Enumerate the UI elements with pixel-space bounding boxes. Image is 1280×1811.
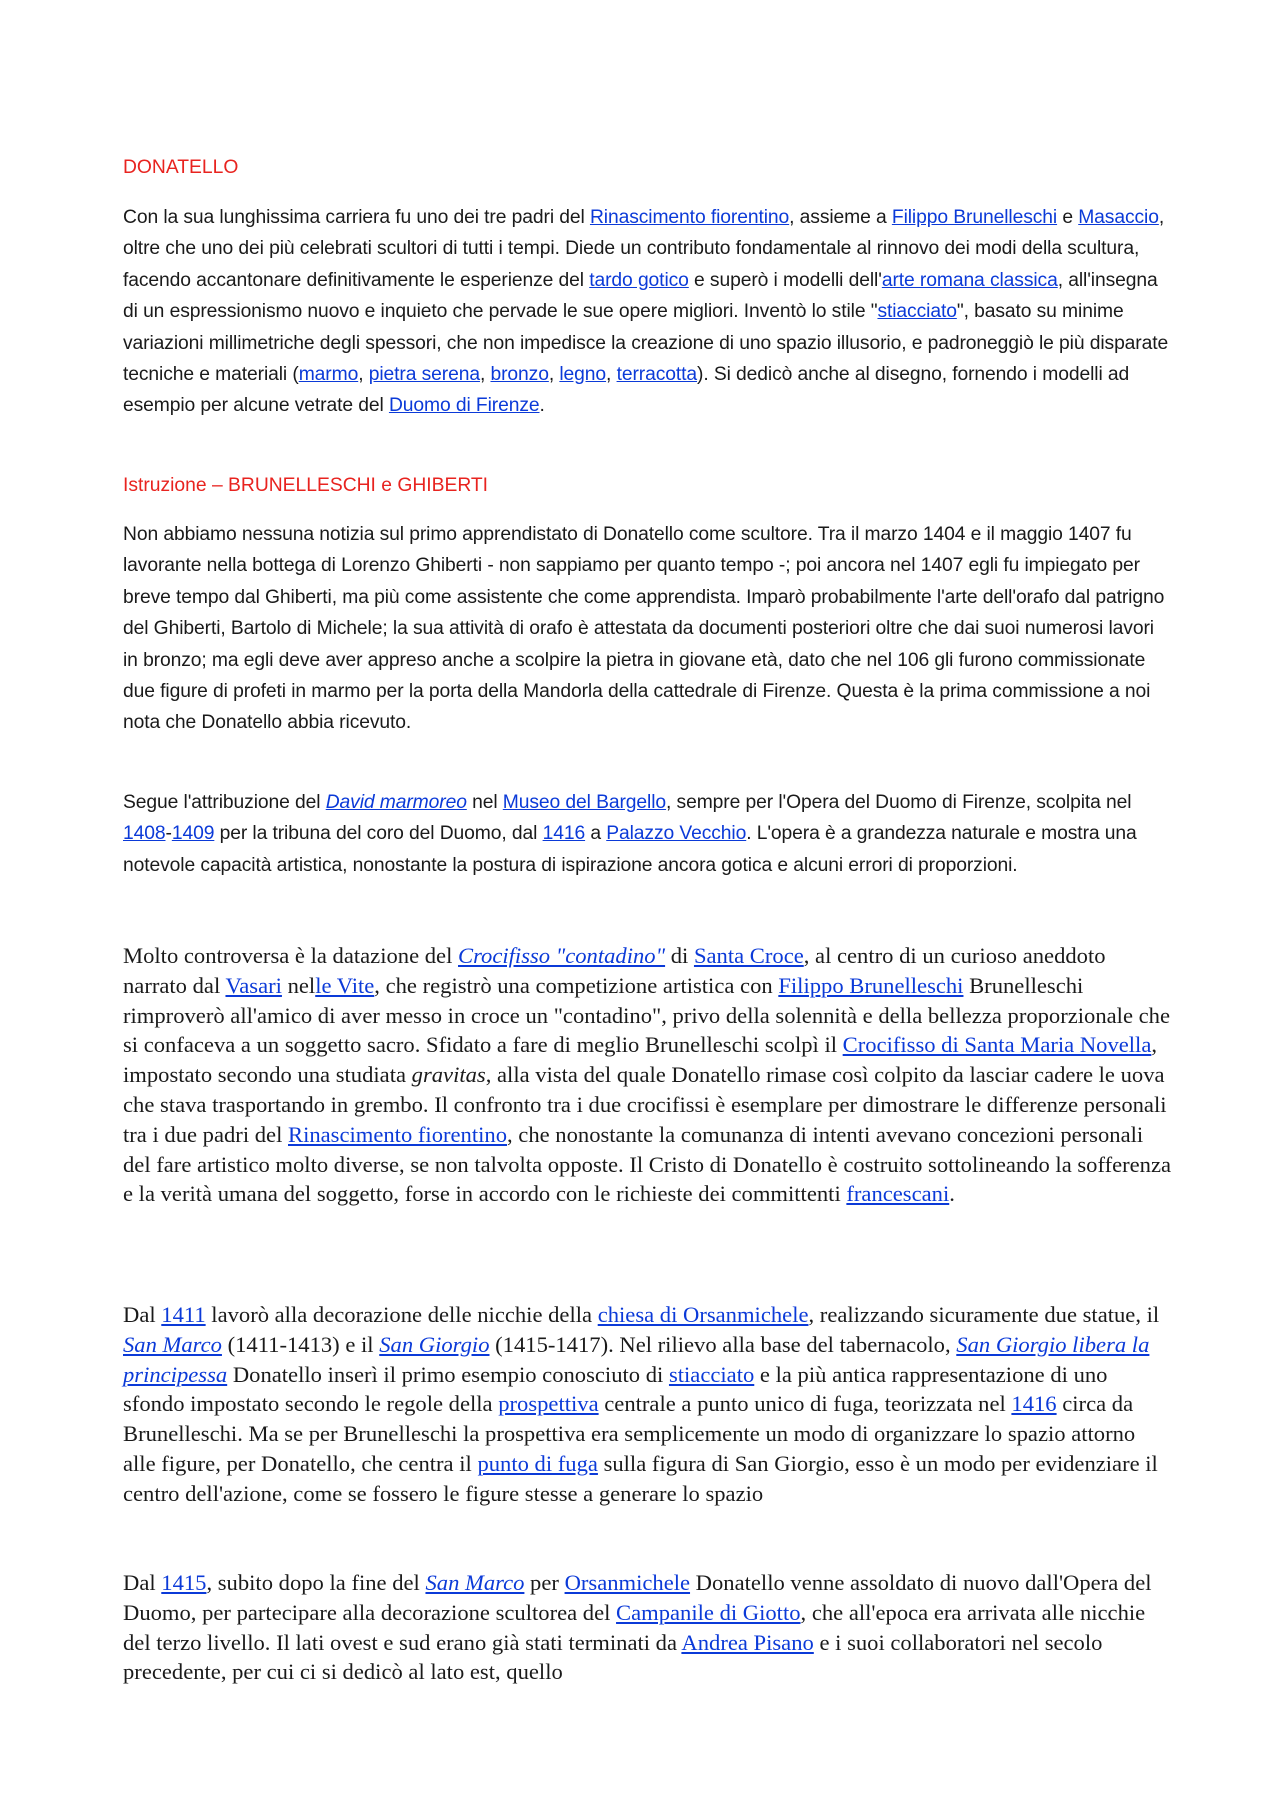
link-stiacciato[interactable]: stiacciato — [877, 301, 957, 323]
paragraph-campanile: Dal 1415, subito dopo la fine del San Marco per Orsanmichele Donatello venne assoldato di nuovo dall'Opera del Duomo, per partecipare alla decorazione scultorea del Campanile di Giotto, che all'epoca era arrivata alle nicchie del terzo livello. Il lati ovest e sud erano già stati terminati da Andrea Pisano e i suoi collaboratori nel secolo precedente, per cui ci si dedicò al lato est, quello — [123, 1570, 1152, 1685]
link-filippo-brunelleschi-2[interactable]: Filippo Brunelleschi — [778, 972, 964, 998]
link-chiesa-di-orsanmichele[interactable]: chiesa di Orsanmichele — [597, 1302, 809, 1327]
link-palazzo-vecchio[interactable]: Palazzo Vecchio — [606, 823, 747, 845]
paragraph-orsanmichele: Dal 1411 lavorò alla decorazione delle nicchie della chiesa di Orsanmichele, realizzando sicuramente due statue, il San Marco (1411-1413) e il San Giorgio (1415-1417). Nel rilievo alla base del tabernacolo, San Giorgio libera la principessa Donatello inserì il primo esempio conosciuto di stiacciato e la più antica rappresentazione di uno sfondo impostato secondo le regole della prospettiva centrale a punto unico di fuga, teorizzata nel 1416 circa da Brunelleschi. Ma se per Brunelleschi la prospettiva era semplicemente un modo di organizzare lo spazio attorno alle figure, per Donatello, che centra il punto di fuga sulla figura di San Giorgio, esso è un modo per evidenziare il centro dell'azione, come se fossero le figure stesse a generare lo spazio — [123, 1302, 1160, 1506]
link-rinascimento-fiorentino-2[interactable]: Rinascimento fiorentino — [288, 1121, 507, 1147]
link-1408[interactable]: 1408 — [123, 823, 166, 845]
heading-istruzione: Istruzione – BRUNELLESCHI e GHIBERTI — [123, 475, 489, 496]
link-tardo-gotico[interactable]: tardo gotico — [589, 269, 689, 291]
link-san-giorgio[interactable]: San Giorgio — [379, 1331, 490, 1357]
link-terracotta[interactable]: terracotta — [616, 364, 698, 386]
paragraph-intro: Con la sua lunghissima carriera fu uno dei tre padri del Rinascimento fiorentino, assieme a Filippo Brunelleschi e Masaccio, oltre che uno dei più celebrati scultori di tutti i tempi. Diede un contributo fondamentale al rinnovo dei modi della scultura, facendo accantonare definitivamente le esperienze del tardo gotico e superò i modelli dell'arte romana classica, all'insegna di un espressionismo nuovo e inquieto che pervade le sue opere migliori. Inventò lo stile "stiacciato", basato su minime variazioni millimetriche degli spessori, che non impedisce la creazione di uno spazio illusorio, e padroneggiò le più disparate tecniche e materiali (marmo, pietra serena, bronzo, legno, terracotta). Si dedicò anche al disegno, fornendo i modelli ad esempio per alcune vetrate del Duomo di Firenze. — [123, 207, 1169, 417]
link-david-marmoreo[interactable]: David marmoreo — [325, 792, 467, 813]
link-orsanmichele[interactable]: Orsanmichele — [564, 1570, 691, 1595]
link-san-giorgio-libera-la-principessa[interactable]: San Giorgio libera la principessa — [123, 1331, 1150, 1387]
heading-donatello: DONATELLO — [123, 157, 239, 178]
link-1411[interactable]: 1411 — [161, 1302, 206, 1327]
link-punto-di-fuga[interactable]: punto di fuga — [477, 1450, 598, 1476]
paragraph-apprendistato: Non abbiamo nessuna notizia sul primo apprendistato di Donatello come scultore. Tra il marzo 1404 e il maggio 1407 fu lavorante nella bottega di Lorenzo Ghiberti - non sappiamo per quanto tempo -; poi ancora nel 1407 egli fu impiegato per breve tempo dal Ghiberti, ma più come assistente che come apprendista. Imparò probabilmente l'arte dell'orafo dal patrigno del Ghiberti, Bartolo di Michele; la sua attività di orafo è attestata da documenti posteriori oltre che dai suoi numerosi lavori in bronzo; ma egli deve aver appreso anche a scolpire la pietra in giovane età, dato che nel 106 gli furono commissionate due figure di profeti in marmo per la porta della Mandorla della cattedrale di Firenze. Questa è la prima commissione a noi nota che Donatello abbia ricevuto. — [123, 524, 1165, 734]
link-crocifisso-contadino[interactable]: Crocifisso "contadino" — [458, 943, 666, 968]
link-legno[interactable]: legno — [559, 364, 607, 386]
link-masaccio[interactable]: Masaccio — [1078, 207, 1159, 228]
link-san-marco-2[interactable]: San Marco — [425, 1570, 525, 1595]
link-filippo-brunelleschi[interactable]: Filippo Brunelleschi — [891, 207, 1058, 228]
link-1415[interactable]: 1415 — [161, 1570, 207, 1595]
link-le-vite[interactable]: le Vite — [315, 972, 375, 998]
link-santa-croce[interactable]: Santa Croce — [693, 943, 804, 968]
paragraph-crocifisso: Molto controversa è la datazione del Crocifisso "contadino" di Santa Croce, al centro di un curioso aneddoto narrato dal Vasari nelle Vite, che registrò una competizione artistica con Filippo Brunelleschi Brunelleschi rimproverò all'amico di aver messo in croce un "contadino", privo della solennità e della bellezza proporzionale che si confaceva a un soggetto sacro. Sfidato a fare di meglio Brunelleschi scolpì il Crocifisso di Santa Maria Novella, impostato secondo una studiata gravitas, alla vista del quale Donatello rimase così colpito da lasciar cadere le uova che stava trasportando in grembo. Il confronto tra i due crocifissi è esemplare per dimostrare le differenze personali tra i due padri del Rinascimento fiorentino, che nonostante la comunanza di intenti avevano concezioni personali del fare artistico molto diverse, se non talvolta opposte. Il Cristo di Donatello è costruito sottolineando la sofferenza e la verità umana del soggetto, forse in accordo con le richieste dei committenti francescani. — [123, 943, 1172, 1207]
link-francescani[interactable]: francescani — [846, 1181, 950, 1207]
link-prospettiva[interactable]: prospettiva — [498, 1391, 599, 1417]
link-stiacciato-2[interactable]: stiacciato — [668, 1361, 755, 1387]
link-pietra-serena[interactable]: pietra serena — [368, 364, 480, 386]
link-san-marco[interactable]: San Marco — [123, 1331, 222, 1357]
link-1416-b[interactable]: 1416 — [1011, 1391, 1057, 1417]
link-crocifisso-santa-maria-novella[interactable]: Crocifisso di Santa Maria Novella — [842, 1032, 1152, 1058]
link-1409[interactable]: 1409 — [171, 823, 215, 845]
paragraph-david: Segue l'attribuzione del David marmoreo nel Museo del Bargello, sempre per l'Opera del Duomo di Firenze, scolpita nel 1408-1409 per la tribuna del coro del Duomo, dal 1416 a Palazzo Vecchio. L'opera è a grandezza naturale e mostra una notevole capacità artistica, nonostante la postura di ispirazione ancora gotica e alcuni errori di proporzioni. — [123, 792, 1137, 876]
link-bronzo[interactable]: bronzo — [490, 364, 549, 386]
link-museo-del-bargello[interactable]: Museo del Bargello — [502, 792, 667, 813]
link-rinascimento-fiorentino[interactable]: Rinascimento fiorentino — [589, 207, 790, 228]
link-duomo-di-firenze[interactable]: Duomo di Firenze — [388, 395, 540, 417]
link-andrea-pisano[interactable]: Andrea Pisano — [681, 1629, 814, 1655]
link-marmo[interactable]: marmo — [298, 364, 359, 386]
link-vasari[interactable]: Vasari — [225, 972, 282, 998]
link-1416[interactable]: 1416 — [542, 823, 586, 845]
link-campanile-di-giotto[interactable]: Campanile di Giotto — [616, 1599, 801, 1625]
link-arte-romana-classica[interactable]: arte romana classica — [881, 269, 1058, 291]
